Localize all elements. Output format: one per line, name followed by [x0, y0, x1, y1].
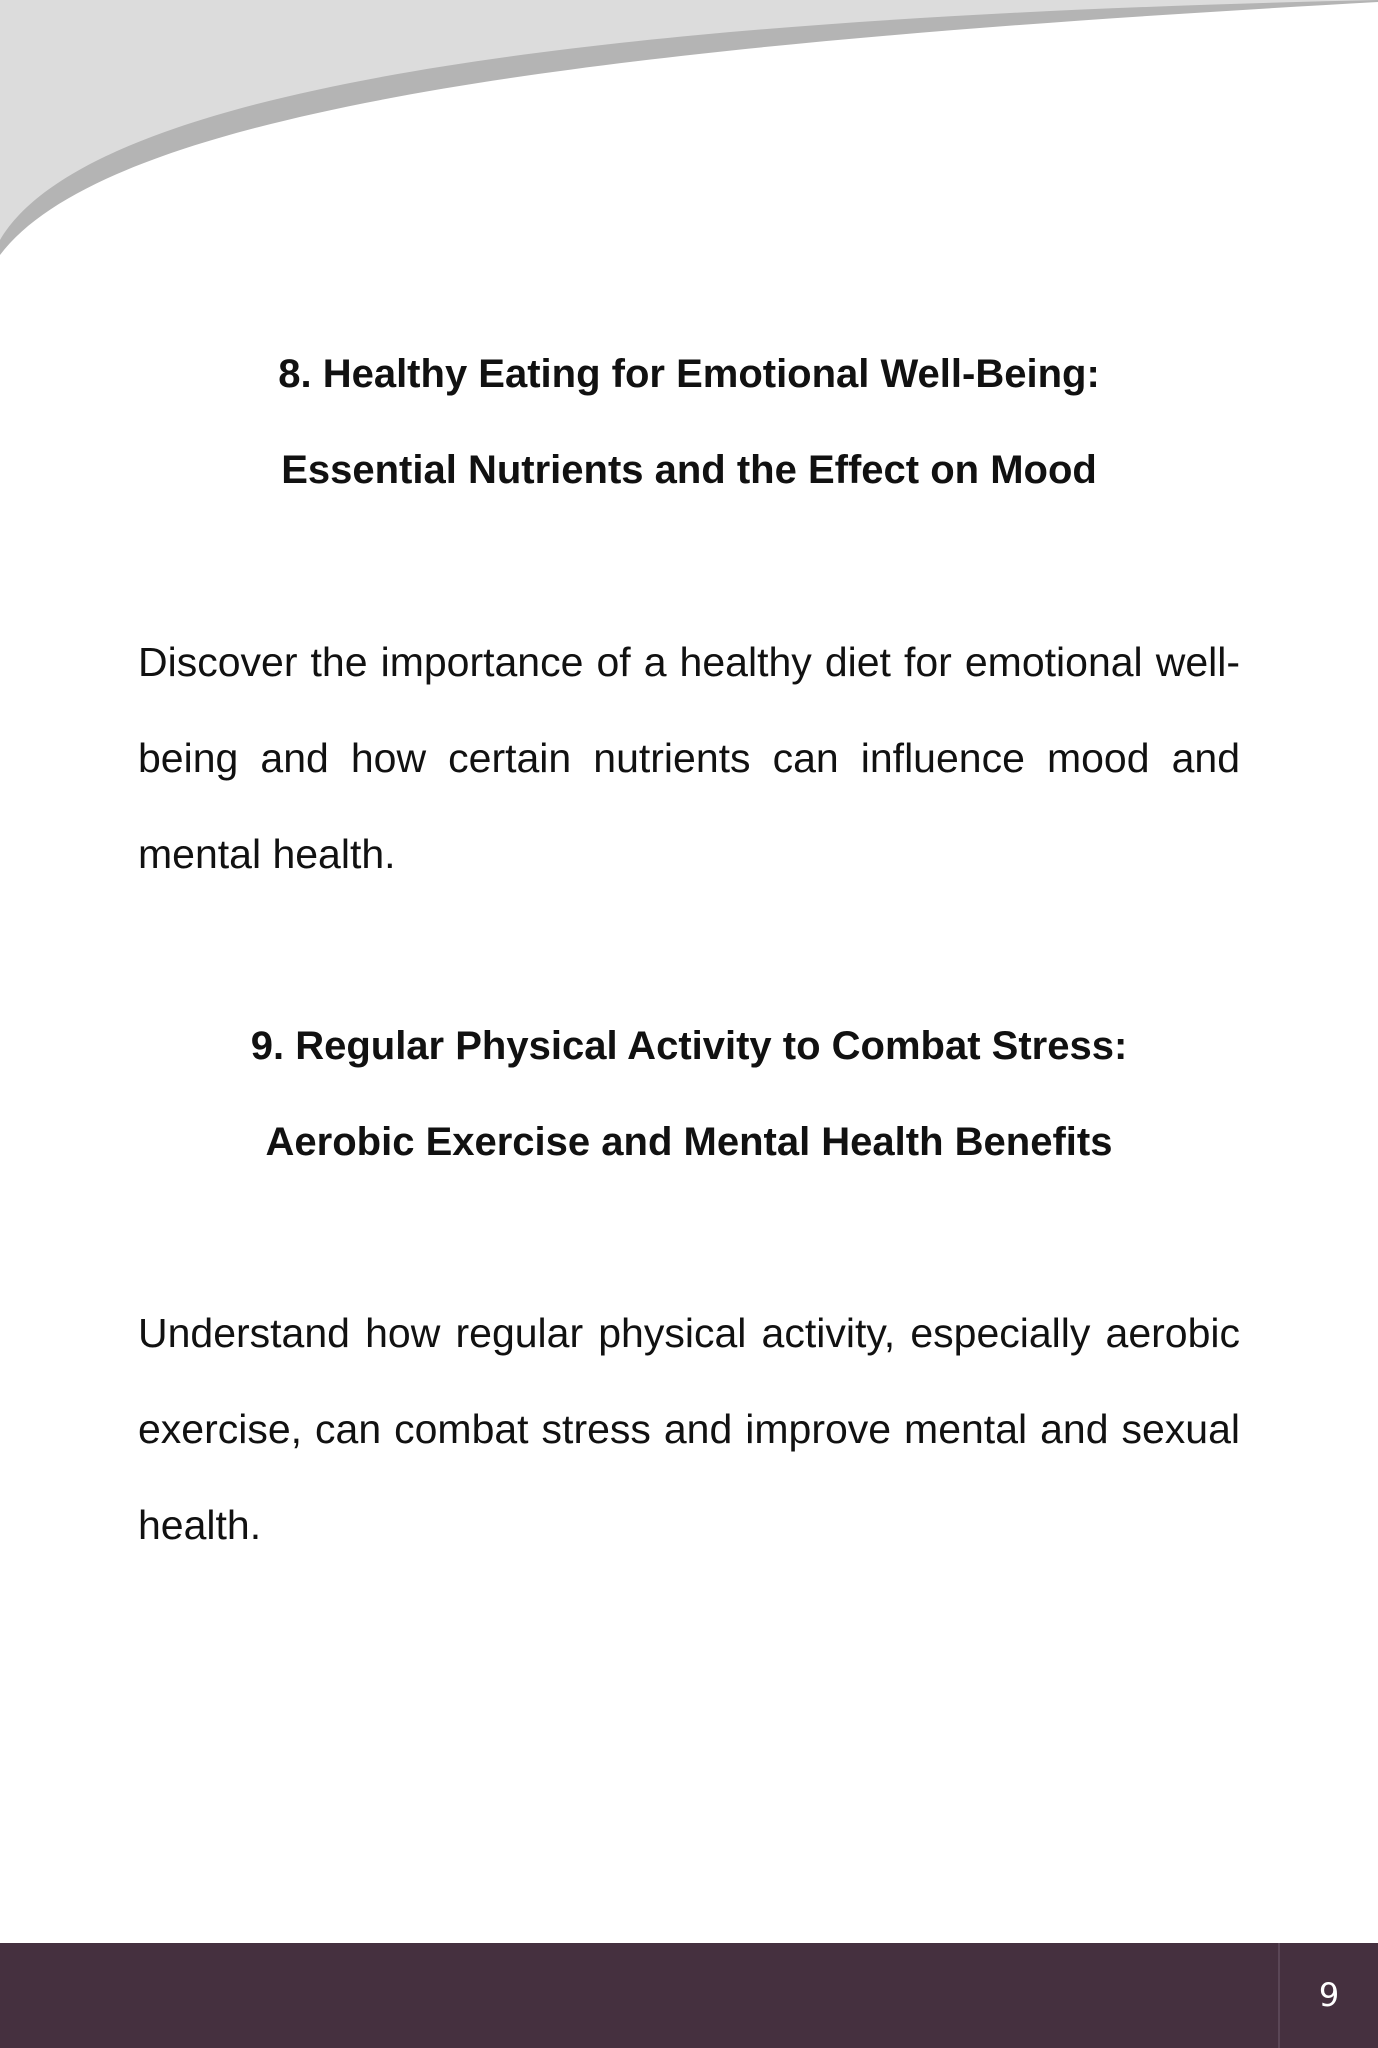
section-8-heading [138, 326, 1240, 518]
section-9-heading-line-2: Aerobic Exercise and Mental Health Benefits [265, 1120, 1113, 1164]
section-8-heading-line-1: 8. Healthy Eating for Emotional Well-Being: [278, 352, 1100, 396]
footer-bar [0, 1943, 1378, 2048]
section-9-heading [138, 998, 1240, 1190]
section-8-body: Discover the importance of a healthy diet for emotional well-being and how certain nutrients can influence mood and mental health. [138, 639, 1240, 877]
header-swoosh-decoration [0, 0, 1378, 300]
section-9-body: Understand how regular physical activity, especially aerobic exercise, can combat stress and improve mental and sexual health. [138, 1310, 1240, 1548]
section-9-heading-line-1: 9. Regular Physical Activity to Combat Stress: [250, 1024, 1128, 1068]
section-8-heading-line-2: Essential Nutrients and the Effect on Mood [281, 448, 1097, 492]
page-number: 9 [1318, 1976, 1340, 2014]
